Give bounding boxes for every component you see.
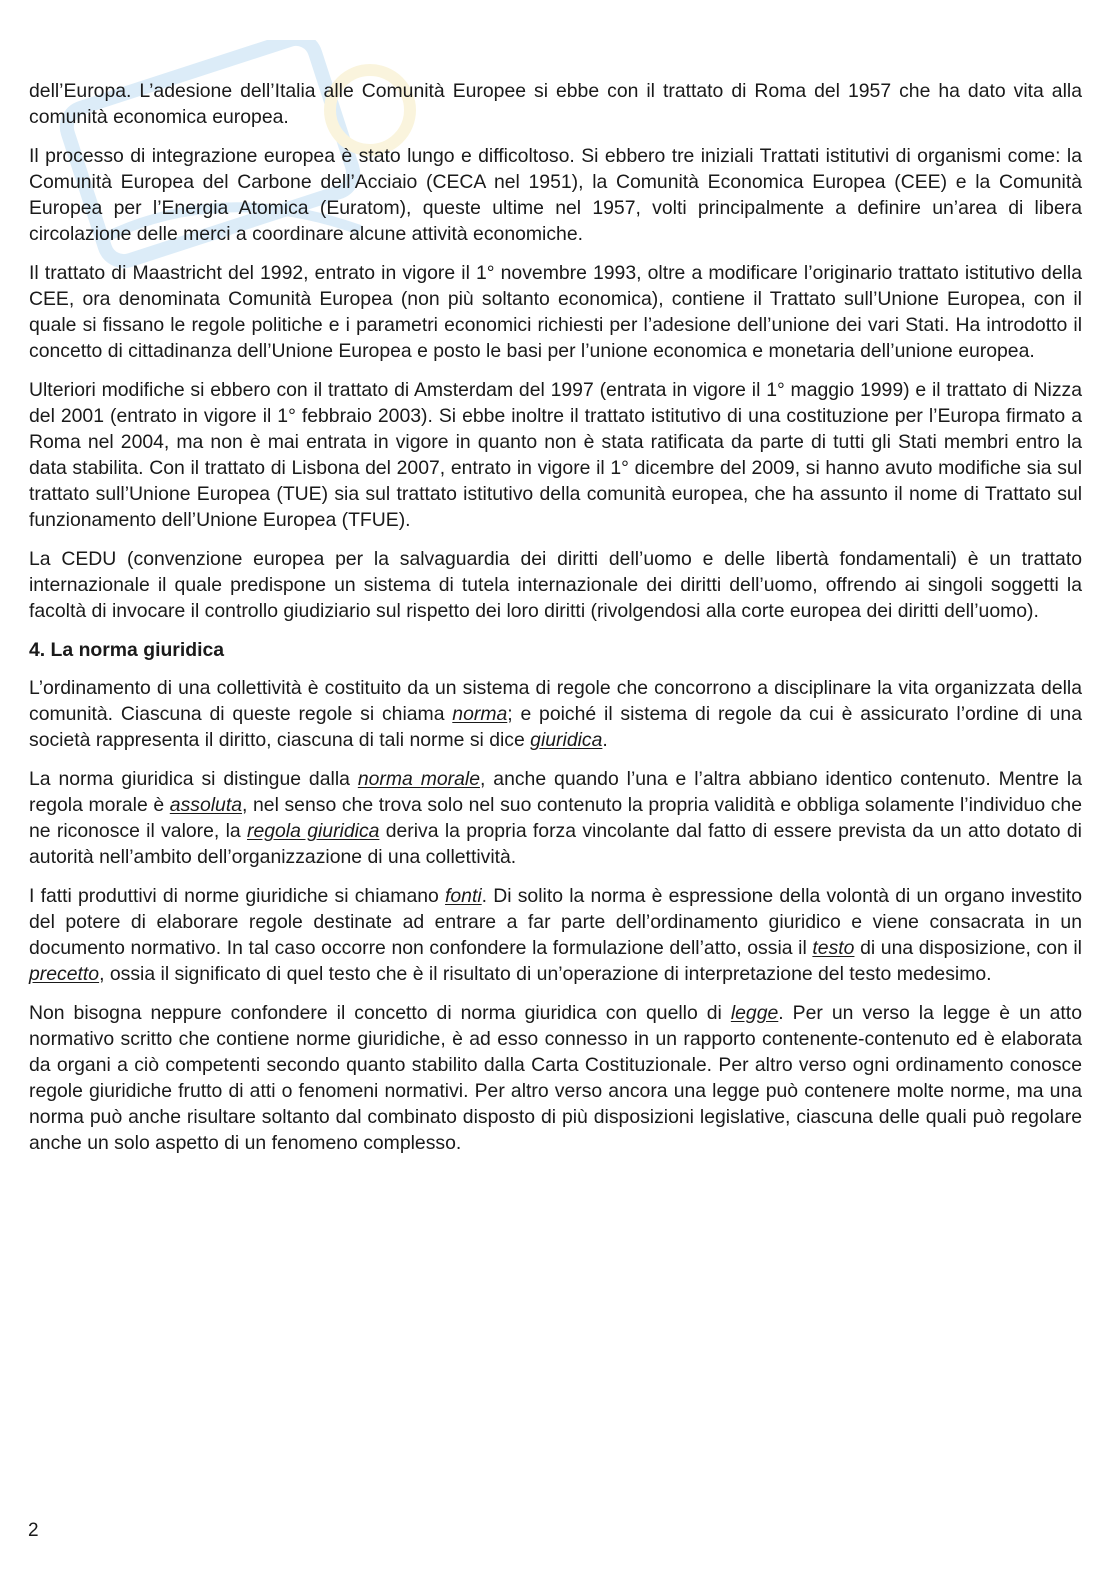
paragraph-text: I fatti produttivi di norme giuridiche si chiamano bbox=[29, 885, 445, 907]
paragraph-text: L’ordinamento di una collettività è costituito da un sistema di regole che concorrono a disciplinare la vita organizzata della comunità. Ciascuna di queste regole si chiama bbox=[29, 677, 1082, 725]
paragraph bbox=[29, 377, 1082, 533]
emphasized-term: norma bbox=[452, 703, 508, 725]
paragraph-text: , nel senso che trova solo nel suo contenuto la propria validità e obbliga solamente l’individuo che ne riconosce il valore, la bbox=[29, 794, 1082, 842]
paragraph bbox=[29, 675, 1082, 753]
paragraph-text: . Di solito la norma è espressione della volontà di un organo investito del potere di elaborare regole destinate ad entrare a far parte dell’ordinamento giuridico e viene consacrata in un documento normativo. In tal caso occorre non confondere la formulazione dell’atto, ossia il bbox=[29, 885, 1082, 959]
paragraph bbox=[29, 766, 1082, 870]
intro-section bbox=[29, 78, 1082, 624]
paragraph-text: La CEDU (convenzione europea per la salvaguardia dei diritti dell’uomo e delle libertà fondamentali) è un trattato internazionale il quale predispone un sistema di tutela internazionale dei diritti dell’uomo, offrendo ai singoli soggetti la facoltà di invocare il controllo giudiziario sul rispetto dei loro diritti (rivolgendosi alla corte europea dei diritti dell’uomo). bbox=[29, 548, 1082, 622]
document-body bbox=[29, 78, 1082, 1169]
page-number: 2 bbox=[28, 1520, 39, 1541]
paragraph-text: Il trattato di Maastricht del 1992, entrato in vigore il 1° novembre 1993, oltre a modificare l’originario trattato istitutivo della CEE, ora denominata Comunità Europea (non più soltanto economica), contiene il Trattato sull’Unione Europea, con il quale si fissano le regole politiche e i parametri economici richiesti per l’adesione dell’unione dei vari Stati. Ha introdotto il concetto di cittadinanza dell’Unione Europea e posto le basi per l’unione economica e monetaria dell’unione europea. bbox=[29, 262, 1082, 362]
paragraph bbox=[29, 1000, 1082, 1156]
paragraph-text: di una disposizione, con il bbox=[854, 937, 1082, 959]
emphasized-term: legge bbox=[730, 1002, 779, 1024]
emphasized-term: norma morale bbox=[357, 768, 480, 790]
paragraph bbox=[29, 78, 1082, 130]
paragraph bbox=[29, 143, 1082, 247]
norma-giuridica-section bbox=[29, 675, 1082, 1156]
emphasized-term: testo bbox=[812, 937, 855, 959]
paragraph-text: deriva la propria forza vincolante dal fatto di essere prevista da un atto dotato di autorità nell’ambito dell’organizzazione di una collettività. bbox=[29, 820, 1082, 868]
paragraph bbox=[29, 883, 1082, 987]
emphasized-term: giuridica bbox=[530, 729, 603, 751]
emphasized-term: fonti bbox=[445, 885, 482, 907]
section-heading: 4. La norma giuridica bbox=[29, 639, 225, 661]
paragraph-text: . Per un verso la legge è un atto normativo scritto che contiene norme giuridiche, è ad esso connesso in un rapporto contenente-contenuto ed è elaborata da organi a ciò competenti secondo quanto stabilito dalla Carta Costituzionale. Per altro verso ogni ordinamento conosce regole giuridiche frutto di atti o fenomeni normativi. Per altro verso ancora una legge può contenere molte norme, ma una norma può anche risultare soltanto dal combinato disposto di più disposizioni legislative, ciascuna delle quali può regolare anche un solo aspetto di un fenomeno complesso. bbox=[29, 1002, 1082, 1154]
paragraph-text: , ossia il significato di quel testo che è il risultato di un’operazione di interpretazione del testo medesimo. bbox=[99, 963, 992, 985]
paragraph-text: Ulteriori modifiche si ebbero con il trattato di Amsterdam del 1997 (entrata in vigore il 1° maggio 1999) e il trattato di Nizza del 2001 (entrato in vigore il 1° febbraio 2003). Si ebbe inoltre il trattato istitutivo di una costituzione per l’Europa firmato a Roma nel 2004, ma non è mai entrata in vigore in quanto non è stata ratificata da parte di tutti gli Stati membri entro la data stabilita. Con il trattato di Lisbona del 2007, entrato in vigore il 1° dicembre del 2009, si hanno avuto modifiche sia sul trattato sull’Unione Europea (TUE) sia sul trattato istitutivo della comunità europea, che ha assunto il nome di Trattato sul funzionamento dell’Unione Europea (TFUE). bbox=[29, 379, 1082, 531]
paragraph-text: Il processo di integrazione europea è stato lungo e difficoltoso. Si ebbero tre iniziali Trattati istitutivi di organismi come: la Comunità Europea del Carbone dell’Acciaio (CECA nel 1951), la Comunità Economica Europea (CEE) e la Comunità Europea per l’Energia Atomica (Euratom), queste ultime nel 1957, volti principalmente a definire un’area di libera circolazione delle merci a coordinare alcune attività economiche. bbox=[29, 145, 1082, 245]
paragraph bbox=[29, 546, 1082, 624]
paragraph-text: . bbox=[602, 729, 608, 751]
paragraph-text: La norma giuridica si distingue dalla bbox=[29, 768, 358, 790]
emphasized-term: assoluta bbox=[169, 794, 243, 816]
paragraph bbox=[29, 260, 1082, 364]
paragraph-text: , anche quando l’una e l’altra abbiano identico contenuto. Mentre la regola morale è bbox=[29, 768, 1082, 816]
paragraph-text: ; e poiché il sistema di regole da cui è assicurato l’ordine di una società rappresenta il diritto, ciascuna di tali norme si dice bbox=[29, 703, 1082, 751]
paragraph-text: dell’Europa. L’adesione dell’Italia alle Comunità Europee si ebbe con il trattato di Roma del 1957 che ha dato vita alla comunità economica europea. bbox=[29, 80, 1082, 128]
emphasized-term: precetto bbox=[29, 963, 100, 985]
emphasized-term: regola giuridica bbox=[247, 820, 380, 842]
paragraph-text: Non bisogna neppure confondere il concetto di norma giuridica con quello di bbox=[29, 1002, 731, 1024]
